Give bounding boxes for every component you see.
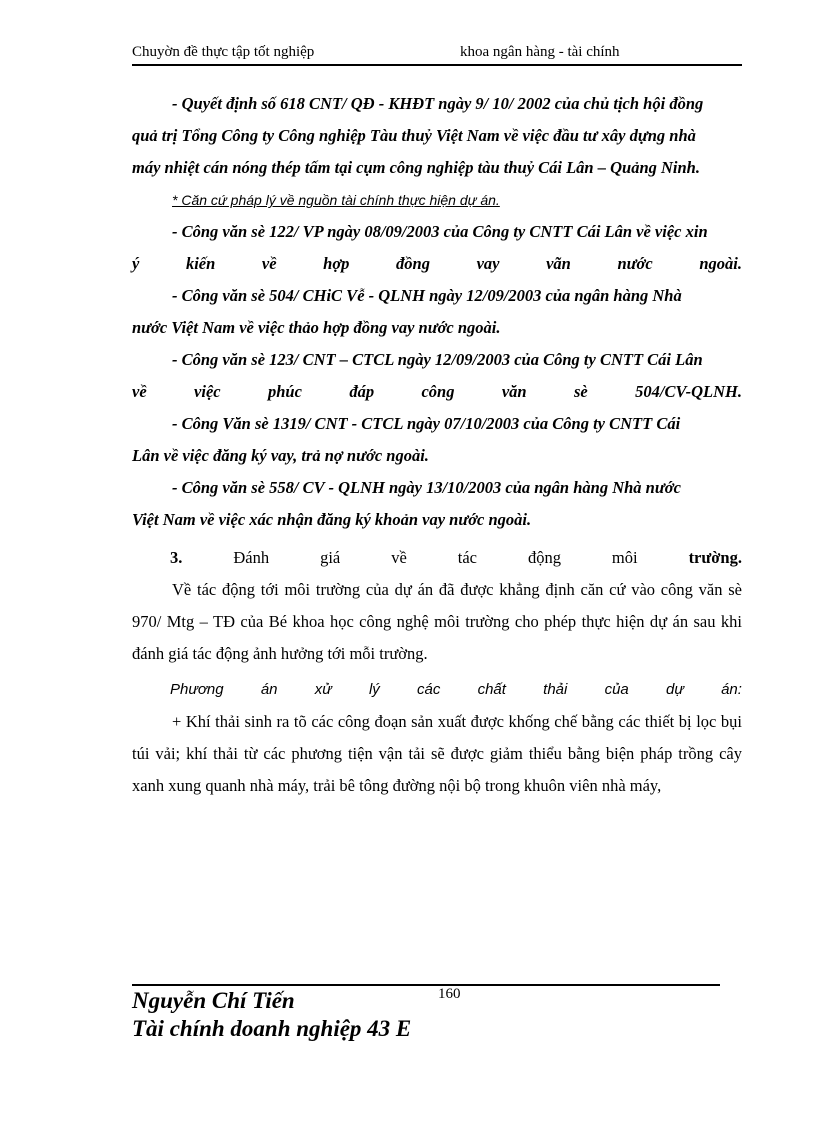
document-2-line-1: - Công văn sè 504/ CHiC Vễ - QLNH ngày 12/09/2003 của ngân hàng Nhà	[172, 286, 682, 305]
word: động	[527, 548, 561, 567]
word: xử	[314, 681, 332, 698]
word: trường.	[688, 548, 742, 567]
word: việc	[194, 382, 221, 401]
word: văn	[501, 382, 527, 401]
document-1-line-1: - Công văn sè 122/ VP ngày 08/09/2003 của Công ty CNTT Cái Lân về việc xin	[172, 222, 708, 241]
class-name: Tài chính doanh nghiệp 43 E	[132, 1016, 412, 1041]
section-number: 3.	[170, 548, 183, 567]
word: án	[260, 681, 278, 698]
word: 504/CV-QLNH.	[635, 382, 742, 401]
word: hợp	[323, 254, 350, 273]
decision-line-1: - Quyết định số 618 CNT/ QĐ - KHĐT ngày 9/ 10/ 2002 của chủ tịch hội đồng	[172, 94, 704, 113]
section-3-heading	[132, 542, 742, 574]
environment-impact-paragraph: Về tác động tới môi trường của dự án đã được khẳng định căn cứ vào công văn sè 970/ Mtg – TĐ của Bé khoa học công nghệ môi trường cho phép thực hiện dự án sau khi đánh giá tác động ảnh hưởng tới mỗi trường.	[132, 580, 742, 663]
document-4-line-2: Lân về việc đăng ký vay, trả nợ nước ngoài.	[132, 446, 429, 465]
word: môi	[611, 548, 638, 567]
document-3-line-1: - Công văn sè 123/ CNT – CTCL ngày 12/09/2003 của Công ty CNTT Cái Lân	[172, 350, 703, 369]
word: nước	[617, 254, 653, 273]
word: giá	[320, 548, 341, 567]
word: đáp	[349, 382, 375, 401]
word: thải	[543, 681, 568, 698]
word: về	[261, 254, 277, 273]
legal-basis-heading: * Căn cứ pháp lý về nguồn tài chính thực hiện dự án.	[172, 192, 500, 208]
document-body	[132, 88, 742, 802]
word: kiến	[185, 254, 216, 273]
word: Phương	[170, 681, 224, 698]
word: phúc	[268, 382, 302, 401]
word: chất	[477, 681, 506, 698]
document-5-line-2: Việt Nam về việc xác nhận đăng ký khoản vay nước ngoài.	[132, 510, 532, 529]
document-1-line-2	[132, 248, 742, 280]
word: về	[391, 548, 407, 567]
word: đồng	[396, 254, 430, 273]
word: vãn	[546, 254, 571, 273]
document-4-line-1: - Công Văn sè 1319/ CNT - CTCL ngày 07/10/2003 của Công ty CNTT Cái	[172, 414, 681, 433]
word: vay	[476, 254, 500, 273]
word: sè	[574, 382, 588, 401]
footer-divider	[132, 984, 720, 986]
word: Đánh	[233, 548, 270, 567]
waste-treatment-paragraph: + Khí thải sinh ra tõ các công đoạn sản xuất được khống chế bằng các thiết bị lọc bụi túi vải; khí thải từ các phương tiện vận tải sẽ được giảm thiểu bằng biện pháp trồng cây xanh xung quanh nhà máy, trải bê tông đường nội bộ trong khuôn viên nhà máy,	[132, 712, 742, 795]
waste-method-heading	[132, 674, 742, 706]
word: của	[604, 681, 629, 698]
page-number: 160	[438, 986, 461, 1002]
header-left-text: Chuyờn đề thực tập tốt nghiệp	[132, 44, 315, 60]
word: dự	[665, 681, 684, 698]
word: về	[132, 382, 147, 401]
decision-line-2: quả trị Tổng Công ty Công nghiệp Tàu thuỷ Việt Nam về việc đầu tư xây dựng nhà	[132, 126, 696, 145]
word: án:	[721, 681, 742, 698]
document-5-line-1: - Công văn sè 558/ CV - QLNH ngày 13/10/2003 của ngân hàng Nhà nước	[172, 478, 681, 497]
document-2-line-2: nước Việt Nam về việc thảo hợp đồng vay nước ngoài.	[132, 318, 501, 337]
word: tác	[457, 548, 477, 567]
word: các	[417, 681, 441, 698]
document-3-line-2	[132, 376, 742, 408]
word: công	[421, 382, 455, 401]
decision-line-3: máy nhiệt cán nóng thép tấm tại cụm công nghiệp tàu thuỷ Cái Lân – Quảng Ninh.	[132, 158, 700, 177]
author-name: Nguyễn Chí Tiến	[132, 988, 295, 1013]
header-right-text: khoa ngân hàng - tài chính	[460, 44, 620, 60]
word: lý	[368, 681, 380, 698]
word: ngoài.	[699, 254, 742, 273]
word: ý	[132, 254, 140, 273]
page-header	[132, 42, 742, 66]
